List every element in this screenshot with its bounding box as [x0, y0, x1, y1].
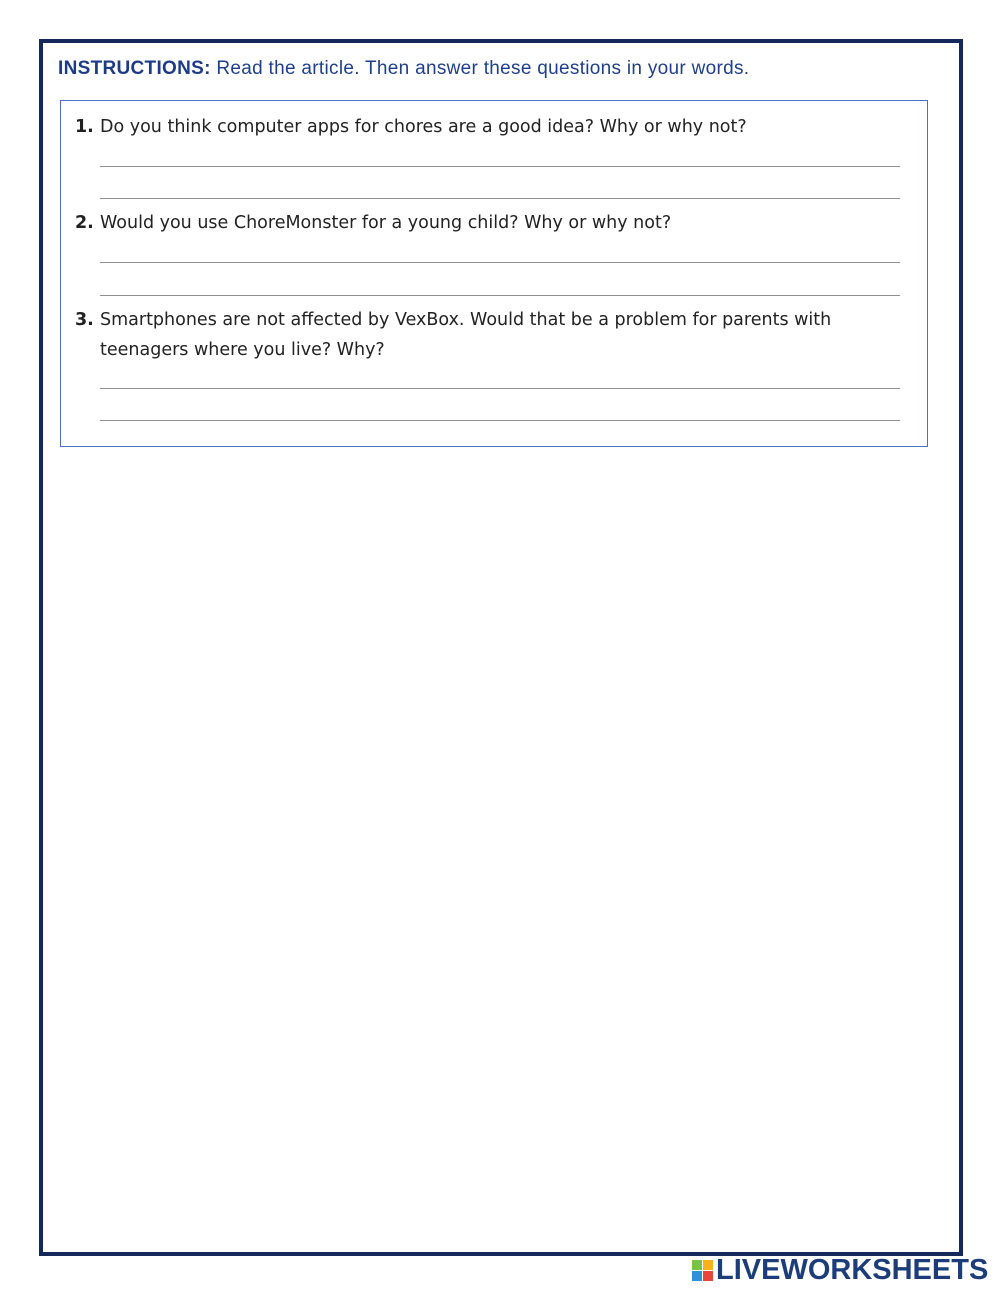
question-number: 2. [75, 213, 94, 233]
question-3 [75, 305, 895, 365]
answer-line-1b[interactable] [100, 198, 900, 199]
question-number: 3. [75, 310, 94, 330]
question-number: 1. [75, 117, 94, 137]
question-text: Do you think computer apps for chores are a good idea? Why or why not? [100, 117, 747, 137]
questions-box [60, 100, 928, 447]
answer-line-3b[interactable] [100, 420, 900, 421]
answer-line-2a[interactable] [100, 262, 900, 263]
brand-name: LIVEWORKSHEETS [716, 1253, 989, 1286]
question-text: Smartphones are not affected by VexBox. Would that be a problem for parents with teenagers where you live? Why? [100, 310, 832, 360]
instructions-label: INSTRUCTIONS: [58, 58, 211, 79]
liveworksheets-logo [692, 1254, 988, 1286]
liveworksheets-icon [692, 1260, 713, 1281]
question-2 [75, 208, 895, 238]
instructions [58, 58, 749, 80]
question-text: Would you use ChoreMonster for a young child? Why or why not? [100, 213, 672, 233]
question-1 [75, 112, 895, 142]
answer-line-3a[interactable] [100, 388, 900, 389]
instructions-text: Read the article. Then answer these questions in your words. [216, 58, 750, 79]
answer-line-1a[interactable] [100, 166, 900, 167]
answer-line-2b[interactable] [100, 295, 900, 296]
